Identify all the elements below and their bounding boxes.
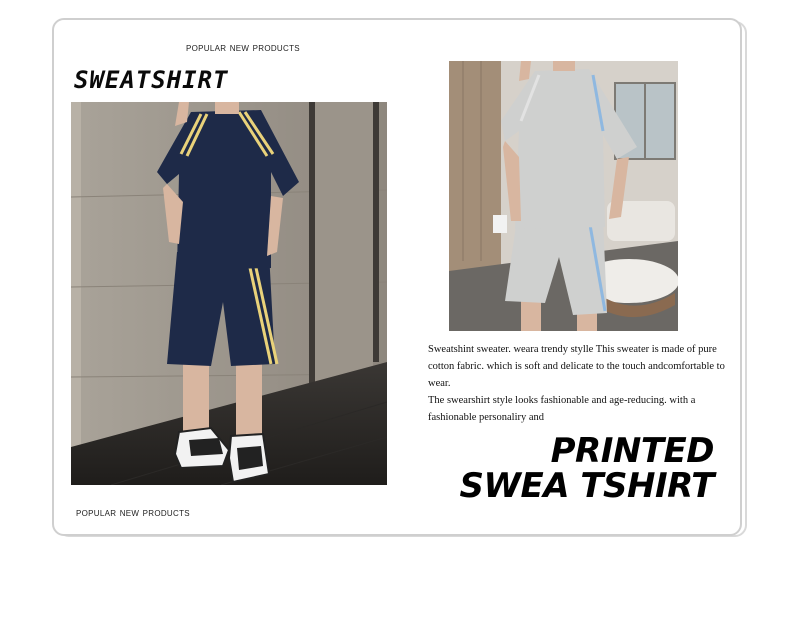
grey-outfit-photo — [449, 61, 678, 331]
navy-outfit-illustration — [71, 102, 387, 485]
grey-outfit-illustration — [449, 61, 678, 331]
navy-outfit-photo — [71, 102, 387, 485]
right-title — [459, 431, 715, 506]
right-title-line-1: PRINTED — [550, 431, 714, 471]
description-paragraph-1: Sweatshint sweater. weara trendy stylle This sweater is made of pure cotton fabric. which is soft and delicate to the touch andcomfortable to wear. — [428, 344, 725, 389]
left-title: SWEATSHIRT — [74, 66, 229, 94]
right-title-line-2: SWEA TSHIRT — [459, 466, 714, 506]
description-paragraph-2: The swearshirt style looks fashionable and age-reducing. with a fashionable personaliry and — [428, 395, 696, 423]
bottom-caption: popular new products — [76, 507, 190, 519]
product-description — [428, 341, 728, 426]
top-caption: popular new products — [186, 42, 300, 54]
